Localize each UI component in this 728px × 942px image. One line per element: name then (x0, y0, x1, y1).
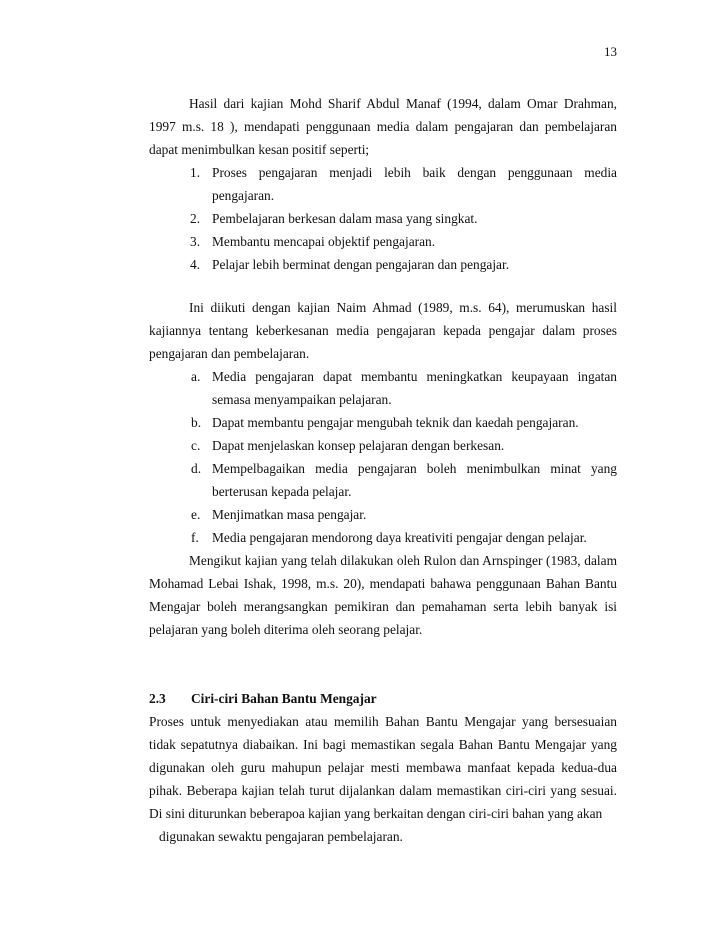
list-item-text: Pembelajaran berkesan dalam masa yang singkat. (212, 211, 478, 226)
list-item-text: Mempelbagaikan media pengajaran boleh menimbulkan minat yang berterusan kepada pelajar. (212, 461, 617, 499)
list-item-text: Membantu mencapai objektif pengajaran. (212, 234, 436, 249)
spacer (149, 641, 617, 687)
list-marker: e. (191, 507, 201, 522)
paragraph-naim-study: Ini diikuti dengan kajian Naim Ahmad (1989, m.s. 64), merumuskan hasil kajiannya tentang keberkesanan media pengajaran kepada pengajar dalam proses pengajaran dan pembelajaran. (149, 300, 617, 361)
list-item (149, 207, 617, 230)
list-item (149, 434, 617, 457)
paragraph-sharif-study: Hasil dari kajian Mohd Sharif Abdul Manaf (1994, dalam Omar Drahman, 1997 m.s. 18 ), mendapati penggunaan media dalam pengajaran dan pembelajaran dapat menimbulkan kesan positif seperti; (149, 96, 617, 157)
list-item-text: Media pengajaran mendorong daya kreativiti pengajar dengan pelajar. (212, 530, 587, 545)
list-item-text: Pelajar lebih berminat dengan pengajaran dan pengajar. (212, 257, 510, 272)
list-item (149, 457, 617, 503)
paragraph-section-intro-last-line: digunakan sewaktu pengajaran pembelajaran. (159, 829, 403, 844)
list-item-text: Menjimatkan masa pengajar. (212, 507, 367, 522)
list-marker: 2. (190, 211, 201, 226)
list-item (149, 253, 617, 276)
list-item (149, 365, 617, 411)
list-marker: 4. (190, 257, 201, 272)
list-item-text: Dapat membantu pengajar mengubah teknik dan kaedah pengajaran. (212, 415, 579, 430)
lettered-list-media-benefits (149, 365, 617, 549)
list-marker: 3. (190, 234, 201, 249)
list-item (149, 230, 617, 253)
list-item-text: Media pengajaran dapat membantu meningkatkan keupayaan ingatan semasa menyampaikan pelajaran. (212, 369, 617, 407)
list-marker: d. (191, 461, 202, 476)
list-item (149, 411, 617, 434)
list-item-text: Dapat menjelaskan konsep pelajaran dengan berkesan. (212, 438, 505, 453)
section-number: 2.3 (149, 691, 166, 706)
list-item-text: Proses pengajaran menjadi lebih baik dengan penggunaan media pengajaran. (212, 165, 617, 203)
section-title: Ciri-ciri Bahan Bantu Mengajar (191, 691, 377, 706)
list-marker: 1. (190, 165, 201, 180)
list-item (149, 161, 617, 207)
spacer (149, 276, 617, 296)
list-item (149, 503, 617, 526)
list-marker: f. (191, 530, 199, 545)
numbered-list-positive-effects (149, 161, 617, 276)
list-marker: b. (191, 415, 202, 430)
list-marker: c. (191, 438, 201, 453)
paragraph-rulon-study: Mengikut kajian yang telah dilakukan oleh Rulon dan Arnspinger (1983, dalam Mohamad Lebai Ishak, 1998, m.s. 20), mendapati bahawa penggunaan Bahan Bantu Mengajar boleh merangsangkan pemikiran dan pemahaman serta lebih banyak isi pelajaran yang boleh diterima oleh seorang pelajar. (149, 553, 617, 637)
section-heading (149, 687, 617, 710)
paragraph-section-intro: Proses untuk menyediakan atau memilih Bahan Bantu Mengajar yang bersesuaian tidak sepatutnya diabaikan. Ini bagi memastikan segala Bahan Bantu Mengajar yang digunakan oleh guru mahupun pelajar mesti membawa manfaat kepada kedua-dua pihak. Beberapa kajian telah turut dijalankan dalam memastikan ciri-ciri yang sesuai. Di sini diturunkan beberapoa kajian yang berkaitan dengan ciri-ciri bahan yang akan (149, 714, 617, 821)
page-number: 13 (604, 44, 617, 59)
list-item (149, 526, 617, 549)
list-marker: a. (191, 369, 201, 384)
page-content (149, 92, 617, 848)
